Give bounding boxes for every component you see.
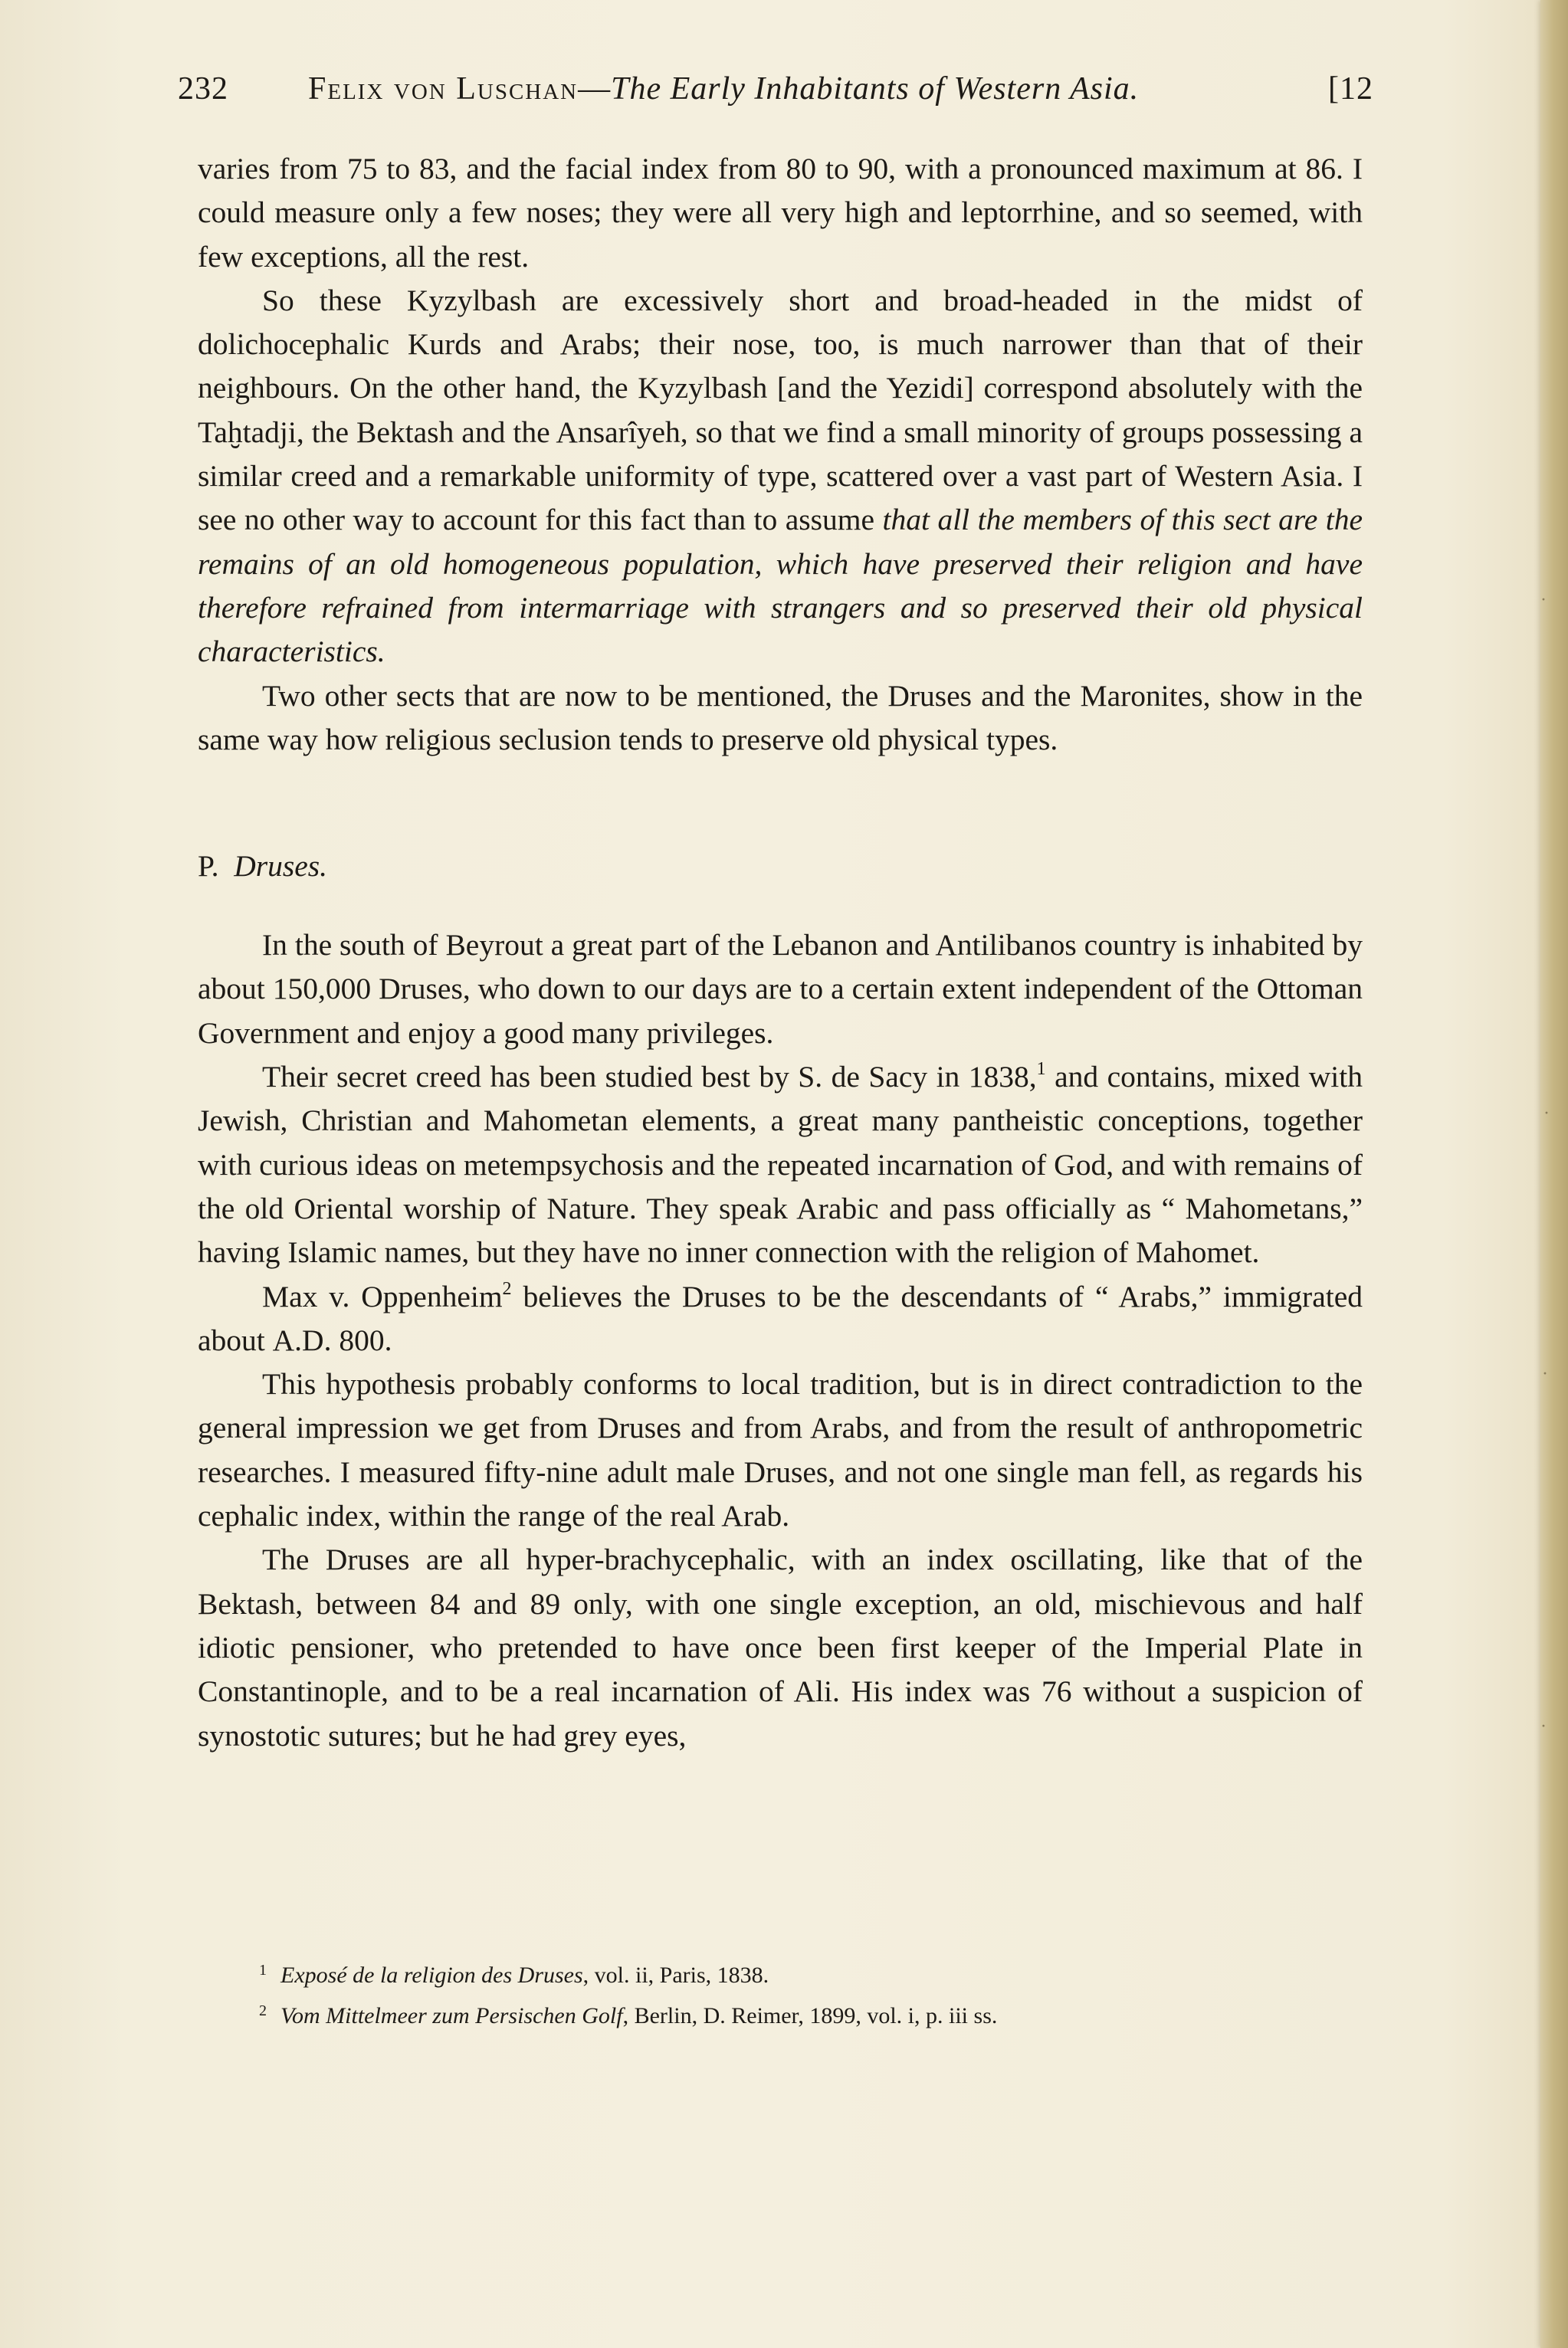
footnote-2-rest: , Berlin, D. Reimer, 1899, vol. i, p. iii ss. [622,2003,998,2028]
paragraph-6-text-b: believes the Druses to be the descendants of “ Arabs,” immigrated about [198,1279,1363,1357]
footnote-1-mark: 1 [259,1962,267,1979]
header-author: Felix von Luschan [308,71,579,107]
paragraph-1: varies from 75 to 83, and the facial index from 80 to 90, with a pronounced maximum at 86. I could measure only a few noses; they were all very high and leptorrhine, and so seemed, with few exceptions, all the rest. [198,152,1363,274]
paragraph-5 [198,1055,1363,1274]
section-heading [198,844,1363,888]
footnote-1-title: Exposé de la religion des Druses [280,1963,583,1988]
section-letter: P. [198,849,219,884]
footnotes [259,1953,1363,2034]
footnote-ref-1: 1 [1036,1059,1046,1080]
paragraph-5-text-b: and contains, mixed with Jewish, Christian and Mahometan elements, a great many pantheistic conceptions, together with curious ideas on metempsychosis and the repeated incarnation of God, and with remains of the old Oriental worship of Nature. They speak Arabic and pass officially as “ Mahometans,” having Islamic names, but they have no inner connection with the religion of Mahomet. [198,1060,1363,1270]
footnote-1-rest: , vol. ii, Paris, 1838. [582,1963,769,1988]
page-number: 232 [178,71,228,107]
paragraph-3: Two other sects that are now to be mentioned, the Druses and the Maronites, show in the same way how religious seclusion tends to preserve old physical types. [198,678,1363,756]
footnote-ref-2: 2 [502,1278,512,1299]
paragraph-5-text-a: Their secret creed has been studied best by S. de Sacy in 1838, [262,1060,1037,1094]
body-text [198,147,1363,1758]
margin-mark: · [1542,1364,1548,1384]
paragraph-2 [198,279,1363,674]
paragraph-2-italic: that all the members of this sect are the remains of an old homogeneous population, which have preserved their religion and have therefore refrained from intermarriage with strangers and so preserved their old physical characteristics. [198,503,1363,669]
paragraph-2-text: So these Kyzylbash are excessively short and broad-headed in the midst of dolichocephalic Kurds and Arabs; their nose, too, is much narrower than that of their neighbours. On the other hand, the Kyzylbash [and the Yezidi] correspond absolutely with the Taḫtadji, the Bektash and the Ansarîyeh, so that we find a small minority of groups possessing a similar creed and a remarkable uniformity of type, scattered over a vast part of Western Asia. I see no other way to account for this fact than to assume [198,283,1363,537]
margin-mark: · [1543,1103,1550,1123]
margin-mark: · [1540,590,1547,610]
margin-mark: · [1540,1717,1547,1736]
paragraph-6 [198,1275,1363,1363]
header-title: The Early Inhabitants of Western Asia. [611,71,1140,107]
paragraph-6-era: A.D. [272,1323,332,1357]
section-title: Druses. [234,849,328,884]
paragraph-6-text-a: Max v. Oppenheim [262,1279,503,1313]
running-header [178,71,1373,116]
footnote-1 [259,1953,1363,1993]
header-dash: — [578,71,612,107]
page-edge [1540,0,1568,2348]
paragraph-7: This hypothesis probably conforms to local tradition, but is in direct contradiction to the general impression we get from Druses and from Arabs, and from the result of anthropometric researches. I measured fifty-nine adult male Druses, and not one single man fell, as regards his cephalic index, within the range of the real Arab. [198,1367,1363,1533]
header-bracket: [12 [1328,71,1373,107]
running-title [308,71,1139,107]
paragraph-8: The Druses are all hyper-brachycephalic, with an index oscillating, like that of the Bektash, between 84 and 89 only, with one single exception, an old, mischievous and half idiotic pensioner, who pretended to have once been first keeper of the Imperial Plate in Constantinople, and to be a real incarnation of Ali. His index was 76 without a suspicion of synostotic sutures; but he had grey eyes, [198,1543,1363,1753]
footnote-2 [259,1993,1363,2034]
footnote-2-mark: 2 [259,2002,267,2019]
paragraph-4: In the south of Beyrout a great part of the Lebanon and Antilibanos country is inhabited by about 150,000 Druses, who down to our days are to a certain extent independent of the Ottoman Government and enjoy a good many privileges. [198,928,1363,1050]
paragraph-6-text-c: 800. [331,1323,392,1357]
footnote-2-title: Vom Mittelmeer zum Persischen Golf [280,2003,623,2028]
